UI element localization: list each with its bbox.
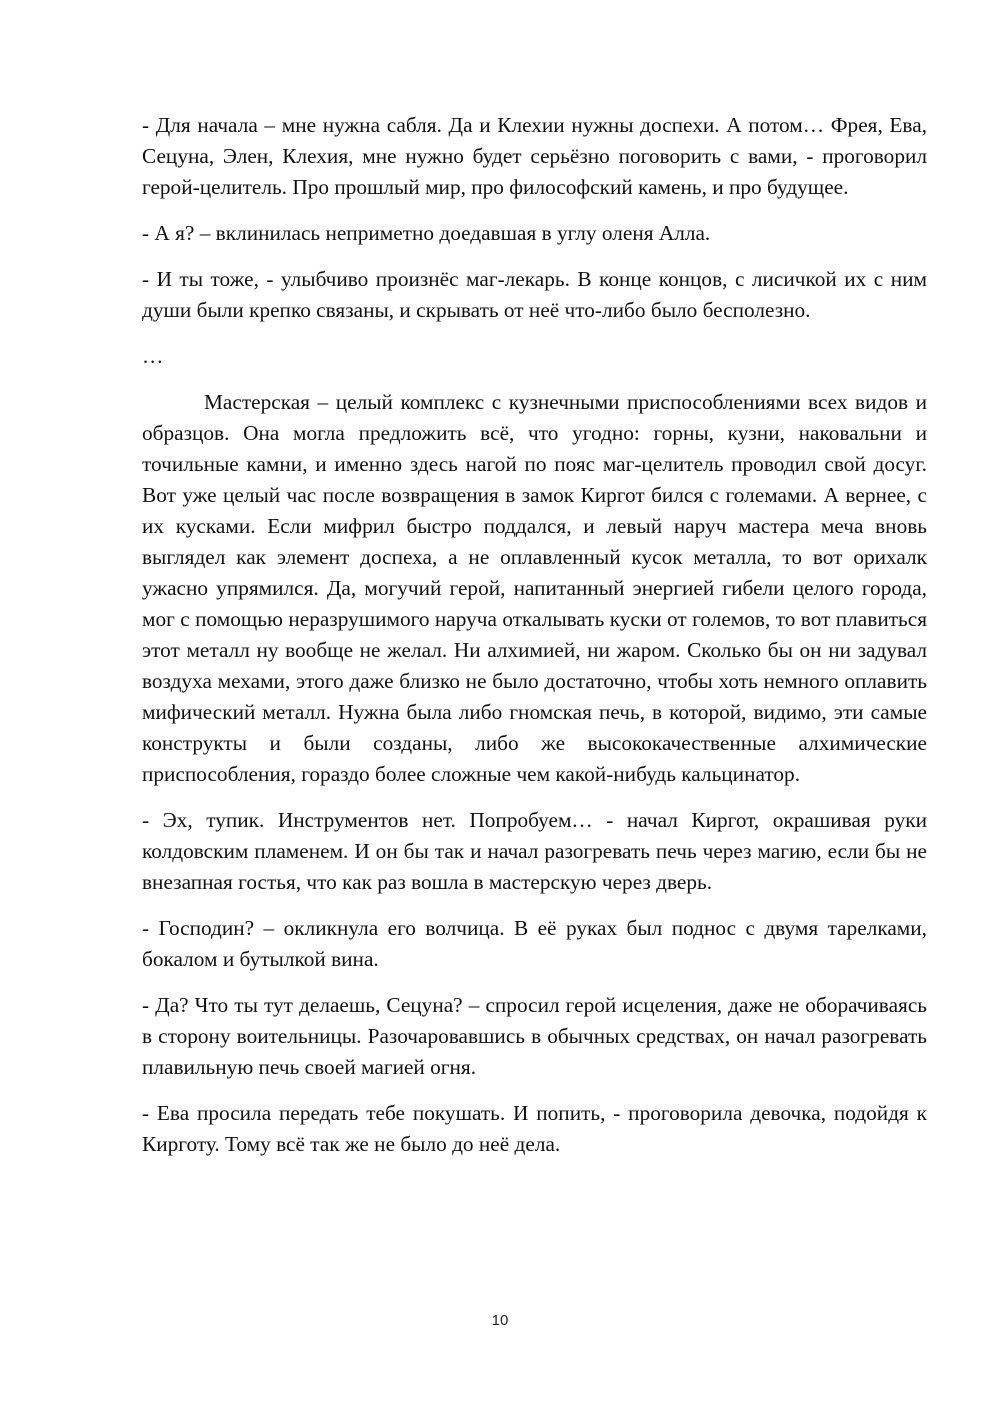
document-page-body	[142, 110, 927, 1175]
page-number: 10	[491, 1312, 509, 1329]
paragraph-6: - Эх, тупик. Инструментов нет. Попробуем… - начал Киргот, окрашивая руки колдовским пламенем. И он бы так и начал разогревать печь через магию, если бы не внезапная гостья, что как раз вошла в мастерскую через дверь.	[142, 808, 927, 894]
paragraph-9: - Ева просила передать тебе покушать. И попить, - проговорила девочка, подойдя к Кирготу. Тому всё так же не было до неё дела.	[142, 1101, 927, 1156]
paragraph-3: - И ты тоже, - улыбчиво произнёс маг-лекарь. В конце концов, с лисичкой их с ним души были крепко связаны, и скрывать от неё что-либо было бесполезно.	[142, 267, 927, 322]
paragraph-5: Мастерская – целый комплекс с кузнечными приспособлениями всех видов и образцов. Она могла предложить всё, что угодно: горны, кузни, наковальни и точильные камни, и именно здесь нагой по пояс маг-целитель проводил свой досуг. Вот уже целый час после возвращения в замок Киргот бился с големами. А вернее, с их кусками. Если мифрил быстро поддался, и левый наруч мастера меча вновь выглядел как элемент доспеха, а не оплавленный кусок металла, то вот орихалк ужасно упрямился. Да, могучий герой, напитанный энергией гибели целого города, мог с помощью неразрушимого наруча откалывать куски от големов, то вот плавиться этот металл ну вообще не желал. Ни алхимией, ни жаром. Сколько бы он ни задувал воздуха мехами, этого даже близко не было достаточно, чтобы хоть немного оплавить мифический металл. Нужна была либо гномская печь, в которой, видимо, эти самые конструкты и были созданы, либо же высококачественные алхимические приспособления, гораздо более сложные чем какой-нибудь кальцинатор.	[142, 390, 927, 786]
paragraph-2: - А я? – вклинилась неприметно доедавшая в углу оленя Алла.	[142, 221, 711, 245]
paragraph-7: - Господин? – окликнула его волчица. В её руках был поднос с двумя тарелками, бокалом и бутылкой вина.	[142, 916, 927, 971]
paragraph-1: - Для начала – мне нужна сабля. Да и Клехии нужны доспехи. А потом… Фрея, Ева, Сецуна, Элен, Клехия, мне нужно будет серьёзно поговорить с вами, - проговорил герой-целитель. Про прошлый мир, про философский камень, и про будущее.	[142, 113, 927, 199]
scene-break-ellipsis: …	[142, 344, 164, 368]
paragraph-8: - Да? Что ты тут делаешь, Сецуна? – спросил герой исцеления, даже не оборачиваясь в сторону воительницы. Разочаровавшись в обычных средствах, он начал разогревать плавильную печь своей магией огня.	[142, 993, 927, 1079]
